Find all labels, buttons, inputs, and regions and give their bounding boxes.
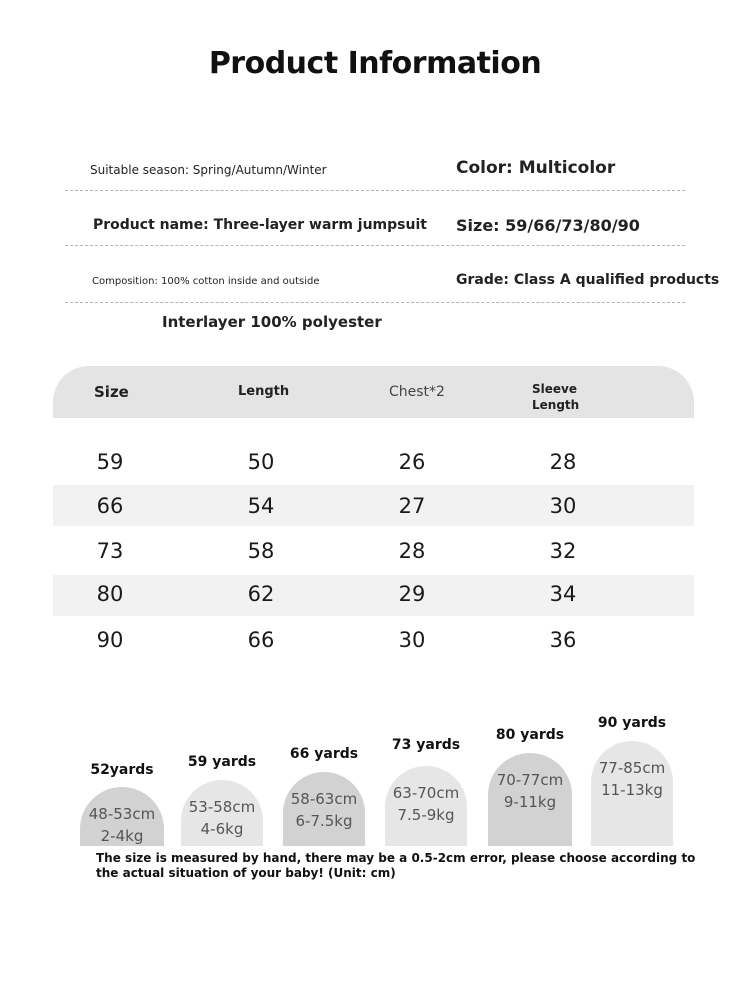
product-name-info: Product name: Three-layer warm jumpsuit <box>93 217 427 233</box>
table-cell: 58 <box>247 539 275 563</box>
interlayer-info: Interlayer 100% polyester <box>162 313 382 331</box>
row-stripe <box>53 575 694 616</box>
header-sleeve-line1: Sleeve <box>532 382 577 396</box>
yard-label: 80 yards <box>495 727 565 743</box>
table-cell: 50 <box>247 450 275 474</box>
grade-info: Grade: Class A qualified products <box>456 272 720 288</box>
row-stripe <box>53 485 694 526</box>
table-cell: 73 <box>96 539 124 563</box>
header-chest: Chest*2 <box>389 384 445 400</box>
table-cell: 62 <box>247 582 275 606</box>
table-cell: 29 <box>398 582 426 606</box>
yard-size-dome <box>591 741 673 846</box>
yard-label: 59 yards <box>187 754 257 770</box>
yard-size-dome <box>181 780 263 846</box>
composition-info: Composition: 100% cotton inside and outside <box>92 276 320 287</box>
table-cell: 32 <box>549 539 577 563</box>
size-info: Size: 59/66/73/80/90 <box>456 216 640 235</box>
table-cell: 59 <box>96 450 124 474</box>
yard-size-dome <box>385 766 467 846</box>
header-size: Size <box>94 383 129 401</box>
yard-label: 66 yards <box>289 746 359 762</box>
color-info: Color: Multicolor <box>456 158 616 178</box>
yard-weight: 9-11kg <box>503 793 557 811</box>
yard-size-dome <box>283 772 365 846</box>
table-cell: 36 <box>549 628 577 652</box>
table-header <box>53 366 694 418</box>
divider <box>65 302 685 303</box>
header-length: Length <box>238 384 290 399</box>
table-cell: 54 <box>247 494 275 518</box>
table-cell: 66 <box>247 628 275 652</box>
yard-height: 70-77cm <box>496 771 564 789</box>
yard-height: 63-70cm <box>392 784 460 802</box>
divider <box>65 190 685 191</box>
yard-height: 58-63cm <box>290 790 358 808</box>
yard-height: 77-85cm <box>598 759 666 777</box>
table-cell: 28 <box>398 539 426 563</box>
yard-size-dome <box>80 787 164 846</box>
header-sleeve-line2: Length <box>532 398 580 412</box>
yard-weight: 7.5-9kg <box>397 806 455 824</box>
measurement-note: The size is measured by hand, there may be a 0.5-2cm error, please choose according to the actual situation of your baby! (Unit: cm) <box>96 851 696 880</box>
page-title: Product Information <box>208 46 542 81</box>
yard-weight: 2-4kg <box>100 827 144 845</box>
yard-height: 48-53cm <box>88 805 156 823</box>
table-cell: 90 <box>96 628 124 652</box>
yard-weight: 6-7.5kg <box>295 812 353 830</box>
table-cell: 66 <box>96 494 124 518</box>
table-cell: 28 <box>549 450 577 474</box>
table-cell: 26 <box>398 450 426 474</box>
header-sleeve-length <box>532 381 579 413</box>
yard-label: 90 yards <box>597 715 667 731</box>
table-cell: 34 <box>549 582 577 606</box>
yard-weight: 11-13kg <box>601 781 663 799</box>
table-cell: 80 <box>96 582 124 606</box>
yard-size-dome <box>488 753 572 846</box>
table-cell: 30 <box>549 494 577 518</box>
season-info: Suitable season: Spring/Autumn/Winter <box>90 163 327 177</box>
yard-weight: 4-6kg <box>200 820 244 838</box>
table-cell: 27 <box>398 494 426 518</box>
divider <box>65 245 685 246</box>
yard-label: 52yards <box>90 762 154 778</box>
yard-height: 53-58cm <box>188 798 256 816</box>
yard-label: 73 yards <box>391 737 461 753</box>
table-cell: 30 <box>398 628 426 652</box>
